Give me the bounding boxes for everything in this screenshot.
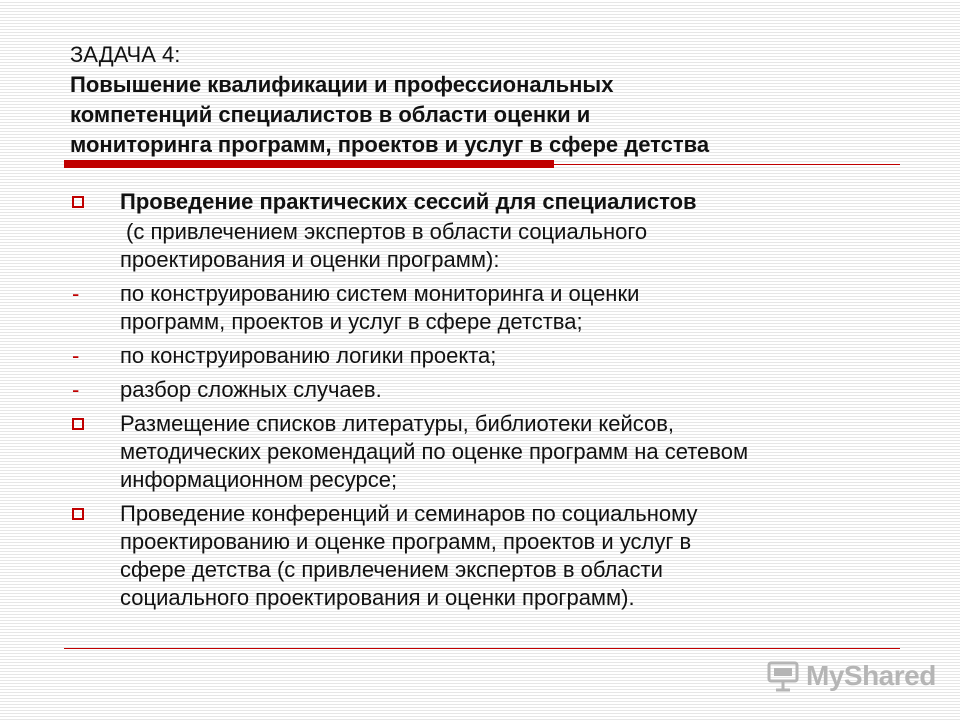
sub-item-project-logic xyxy=(70,342,910,370)
sub-item-monitoring-systems xyxy=(70,280,910,336)
note-line-1: (с привлечением экспертов в области социального xyxy=(126,219,648,244)
presentation-board-icon xyxy=(766,660,800,692)
item-line-1: Проведение конференций и семинаров по социальному xyxy=(120,501,698,526)
list-item-note xyxy=(70,218,910,274)
item-line-3: информационном ресурсе; xyxy=(120,467,398,492)
dash-bullet-icon: - xyxy=(72,343,80,368)
title-divider-thin xyxy=(554,164,900,165)
task-title-line-2: компетенций специалистов в области оценки и xyxy=(70,102,591,127)
task-title-line-1: Повышение квалификации и профессиональных xyxy=(70,72,614,97)
sub-item-complex-cases xyxy=(70,376,910,404)
square-bullet-icon xyxy=(72,196,84,208)
sub-item-text: разбор сложных случаев. xyxy=(120,377,382,402)
title-divider-thick xyxy=(64,160,554,168)
list-item-practical-sessions xyxy=(70,188,910,216)
item-line-3: сфере детства (с привлечением экспертов в области xyxy=(120,557,663,582)
sub-item-line-2: программ, проектов и услуг в сфере детства; xyxy=(120,309,583,334)
item-text: Проведение практических сессий для специалистов xyxy=(120,189,697,214)
sub-item-line-1: по конструированию систем мониторинга и оценки xyxy=(120,281,640,306)
sub-item-text: по конструированию логики проекта; xyxy=(120,343,497,368)
watermark-logo xyxy=(766,656,936,696)
list-item-literature xyxy=(70,410,910,494)
footer-divider xyxy=(64,648,900,649)
item-line-4: социального проектирования и оценки программ). xyxy=(120,585,635,610)
square-bullet-icon xyxy=(72,418,84,430)
item-line-1: Размещение списков литературы, библиотеки кейсов, xyxy=(120,411,675,436)
dash-bullet-icon: - xyxy=(72,281,80,306)
watermark-text: MyShared xyxy=(806,660,936,691)
title-block xyxy=(70,40,910,160)
task-title-line-3: мониторинга программ, проектов и услуг в сфере детства xyxy=(70,132,710,157)
note-line-2: проектирования и оценки программ): xyxy=(120,247,500,272)
task-label: ЗАДАЧА 4: xyxy=(70,42,181,67)
item-line-2: проектированию и оценке программ, проектов и услуг в xyxy=(120,529,692,554)
dash-bullet-icon: - xyxy=(72,377,80,402)
list-item-conferences xyxy=(70,500,910,612)
content-list xyxy=(70,188,910,618)
square-bullet-icon xyxy=(72,508,84,520)
item-line-2: методических рекомендаций по оценке программ на сетевом xyxy=(120,439,749,464)
